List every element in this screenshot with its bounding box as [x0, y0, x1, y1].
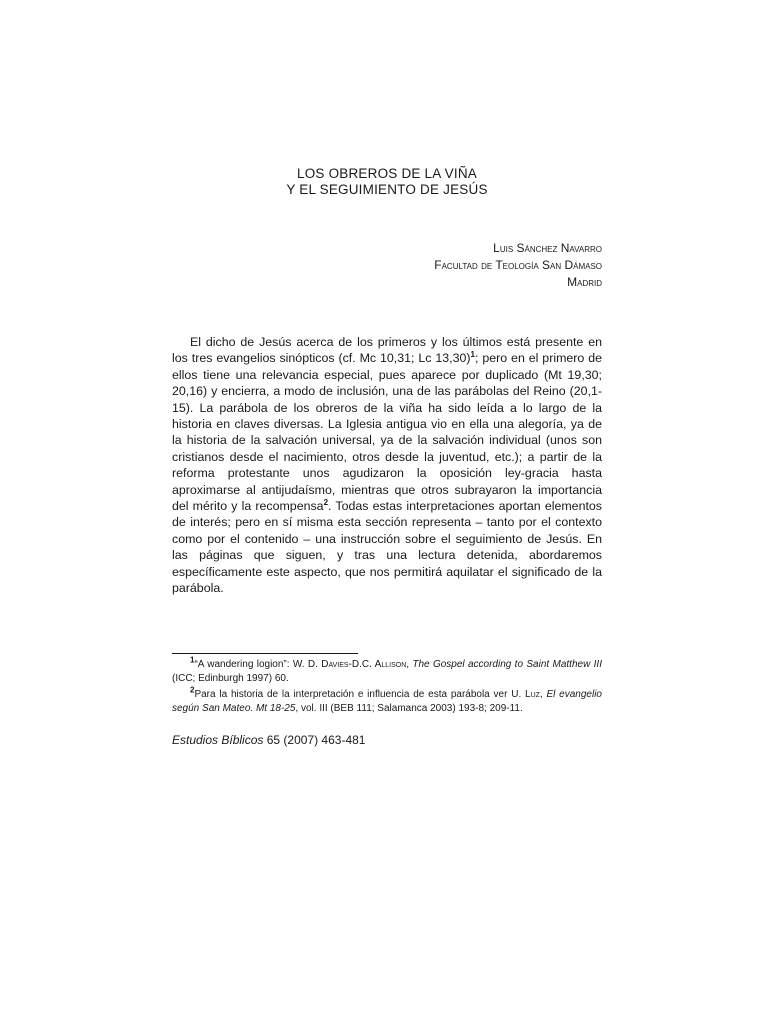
footnote-1-post: (ICC; Edinburgh 1997) 60.: [172, 673, 289, 684]
journal-name: Estudios Bíblicos: [172, 733, 264, 747]
footnote-2-post: , vol. III (BEB 111; Salamanca 2003) 193-8; 209-11.: [295, 703, 523, 714]
footnote-2-pre: Para la historia de la interpretación e influencia de esta parábola ver U.: [194, 689, 526, 700]
footnote-1-number: 1: [190, 655, 195, 665]
footnote-divider: [172, 653, 358, 654]
body-text-part-a: El dicho de Jesús acerca de los primeros y los últimos está presente en los tres evangelios sinópticos (cf. Mc 10,31; Lc 13,30): [172, 335, 602, 366]
body-paragraph: [172, 334, 602, 597]
footnote-ref-1[interactable]: 1: [470, 350, 475, 360]
body-text-part-b: ; pero en el primero de ellos tiene una relevancia especial, pues aparece por duplicado (Mt 19,30; 20,16) y encierra, a modo de inclusión, una de las parábolas del Reino (20,1-15). La parábola de los obreros de la viña ha sido leída a lo largo de la historia en claves diversas. La Iglesia antigua vio en ella una alegoría, ya de la historia de la salvación universal, ya de la salvación individual (unos son cristianos desde el nacimiento, otros desde la juventud, etc.); a partir de la reforma protestante unos agudizaron la oposición ley-gracia hasta aproximarse al antijudaísmo, mientras que otros subrayaron la importancia del mérito y la recompensa: [172, 351, 602, 514]
journal-volume-pages: 65 (2007) 463-481: [263, 733, 366, 747]
title-line-1: LOS OBREROS DE LA VIÑA: [297, 166, 477, 181]
footnote-2-sep: ,: [539, 689, 547, 700]
body-text-part-c: . Todas estas interpretaciones aportan elementos de interés; pero en sí misma esta sección representa – tanto por el contexto como por el contenido – una instrucción sobre el seguimiento de Jesús. En las páginas que siguen, y tras una lectura detenida, abordaremos específicamente este aspecto, que nos permitirá aquilatar el significado de la parábola.: [172, 499, 602, 596]
footnote-1: [172, 655, 602, 686]
journal-citation: [172, 732, 365, 748]
footnote-2: [172, 685, 602, 716]
footnote-1-sep: ,: [406, 659, 413, 670]
institution-name: Facultad de Teología San Dámaso: [434, 258, 602, 272]
article-title: [172, 166, 602, 198]
title-line-2: Y EL SEGUIMIENTO DE JESÚS: [286, 182, 488, 197]
author-name: Luis Sánchez Navarro: [493, 241, 602, 255]
footnote-2-authors: Luz: [525, 689, 540, 700]
author-affiliation: [172, 240, 602, 291]
footnote-1-pre: “A wandering logion”: W. D.: [194, 659, 322, 670]
footnote-ref-2[interactable]: 2: [323, 497, 329, 507]
footnote-1-work: The Gospel according to Saint Matthew III: [412, 659, 602, 670]
article-page: [172, 0, 602, 1024]
footnote-2-number: 2: [190, 685, 195, 695]
footnote-2-work: El evangelio según San Mateo. Mt 18-25: [172, 689, 602, 714]
footnote-1-authors: Davies-D.C. Allison: [321, 659, 407, 670]
city-name: Madrid: [567, 275, 602, 289]
